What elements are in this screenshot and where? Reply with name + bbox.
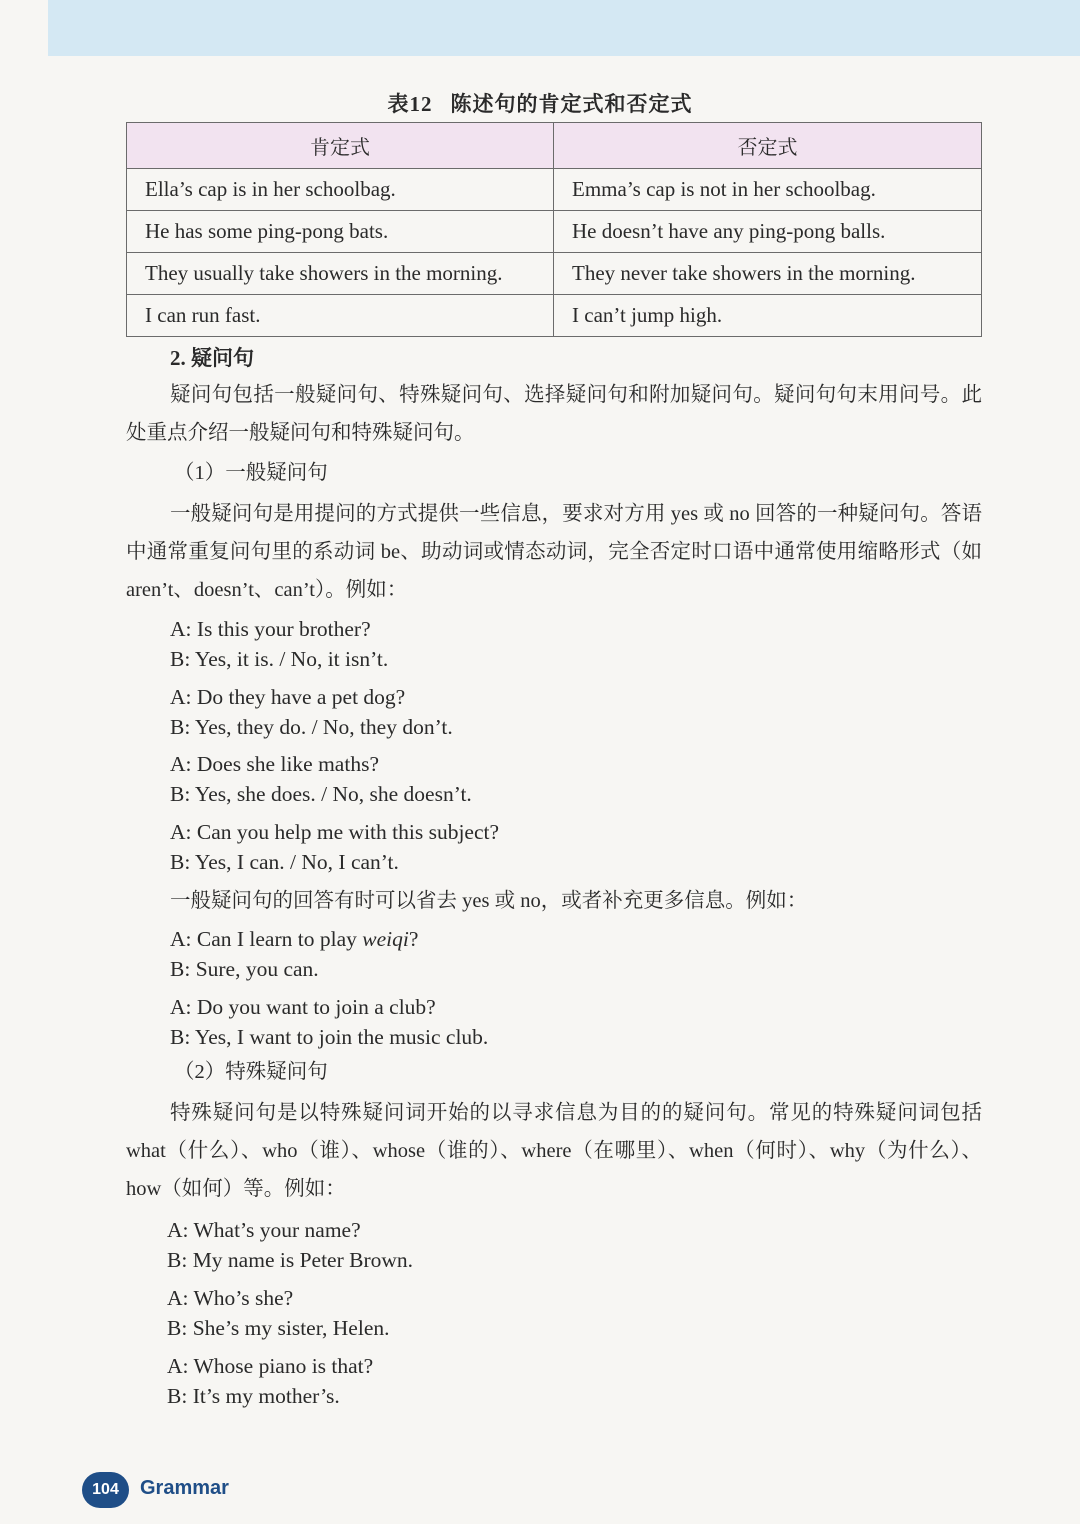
table-row <box>127 211 982 253</box>
dialog-example <box>167 1351 373 1411</box>
table-row <box>127 253 982 295</box>
dialog-answer: B: Yes, I want to join the music club. <box>170 1025 489 1049</box>
table-cell: I can run fast. <box>127 295 554 337</box>
dialog-answer: B: Yes, they do. / No, they don’t. <box>170 715 453 739</box>
dialog-answer: B: She’s my sister, Helen. <box>167 1316 390 1340</box>
special-question-title: （2）特殊疑问句 <box>174 1061 328 1083</box>
table-cell: He doesn’t have any ping-pong balls. <box>554 211 982 253</box>
dialog-answer: B: Yes, I can. / No, I can’t. <box>170 850 399 874</box>
table-title <box>0 88 1080 118</box>
dialog-question: A: Is this your brother? <box>170 617 371 641</box>
question-prefix: A: Can I learn to play <box>170 927 363 951</box>
table-title-text: 陈述句的肯定式和否定式 <box>450 92 693 116</box>
dialog-question: A: Can you help me with this subject? <box>170 820 500 844</box>
top-color-band <box>48 0 1080 56</box>
dialog-question: A: What’s your name? <box>167 1218 361 1242</box>
header-negative: 否定式 <box>554 123 982 169</box>
dialog-question <box>170 924 418 954</box>
general-question-paragraph: 一般疑问句是用提问的方式提供一些信息，要求对方用 yes 或 no 回答的一种疑问句。答语中通常重复问句里的系动词 be、助动词或情态动词，完全否定时口语中通常使用缩略形式（如 aren’t、doesn’t、can’t）。例如： <box>126 503 982 601</box>
dialog-question: A: Do they have a pet dog? <box>170 685 406 709</box>
table-cell: He has some ping-pong bats. <box>127 211 554 253</box>
header-affirmative: 肯定式 <box>127 123 554 169</box>
dialog-question: A: Who’s she? <box>167 1286 294 1310</box>
table-header-row <box>127 123 982 169</box>
dialog-answer: B: My name is Peter Brown. <box>167 1248 414 1272</box>
dialog-example <box>170 992 488 1052</box>
table-cell: Ella’s cap is in her schoolbag. <box>127 169 554 211</box>
dialog-example <box>170 924 418 984</box>
table-cell: They never take showers in the morning. <box>554 253 982 295</box>
general-question-title: （1）一般疑问句 <box>174 462 328 484</box>
special-question-paragraph: 特殊疑问句是以特殊疑问词开始的以寻求信息为目的的疑问句。常见的特殊疑问词包括 what（什么）、who（谁）、whose（谁的）、where（在哪里）、when（何时）、why（为什么）、how（如何）等。例如： <box>126 1102 982 1200</box>
dialog-answer: B: It’s my mother’s. <box>167 1384 340 1408</box>
dialog-example <box>170 817 499 877</box>
dialog-example <box>167 1283 390 1343</box>
table-title-number: 表12 <box>387 92 433 116</box>
dialog-example <box>167 1215 413 1275</box>
dialog-question: A: Whose piano is that? <box>167 1354 374 1378</box>
question-italic-term: weiqi <box>362 927 409 951</box>
table-row <box>127 295 982 337</box>
table-cell: They usually take showers in the morning. <box>127 253 554 295</box>
dialog-answer: B: Yes, it is. / No, it isn’t. <box>170 647 389 671</box>
intro-paragraph: 疑问句包括一般疑问句、特殊疑问句、选择疑问句和附加疑问句。疑问句句末用问号。此处重点介绍一般疑问句和特殊疑问句。 <box>126 384 982 444</box>
page-number-badge: 104 <box>82 1472 129 1508</box>
dialog-question: A: Does she like maths? <box>170 752 379 776</box>
grammar-table <box>126 122 982 337</box>
question-suffix: ? <box>408 927 419 951</box>
table-cell: Emma’s cap is not in her schoolbag. <box>554 169 982 211</box>
table-row <box>127 169 982 211</box>
dialog-example <box>170 749 472 809</box>
dialog-example <box>170 614 388 674</box>
dialog-question: A: Do you want to join a club? <box>170 995 436 1019</box>
dialog-answer: B: Yes, she does. / No, she doesn’t. <box>170 782 472 806</box>
dialog-example <box>170 682 453 742</box>
dialog-answer: B: Sure, you can. <box>170 957 319 981</box>
table-cell: I can’t jump high. <box>554 295 982 337</box>
section-footer-label: Grammar <box>140 1477 229 1499</box>
short-answer-note: 一般疑问句的回答有时可以省去 yes 或 no，或者补充更多信息。例如： <box>170 890 808 912</box>
section-heading: 2. 疑问句 <box>170 346 254 370</box>
